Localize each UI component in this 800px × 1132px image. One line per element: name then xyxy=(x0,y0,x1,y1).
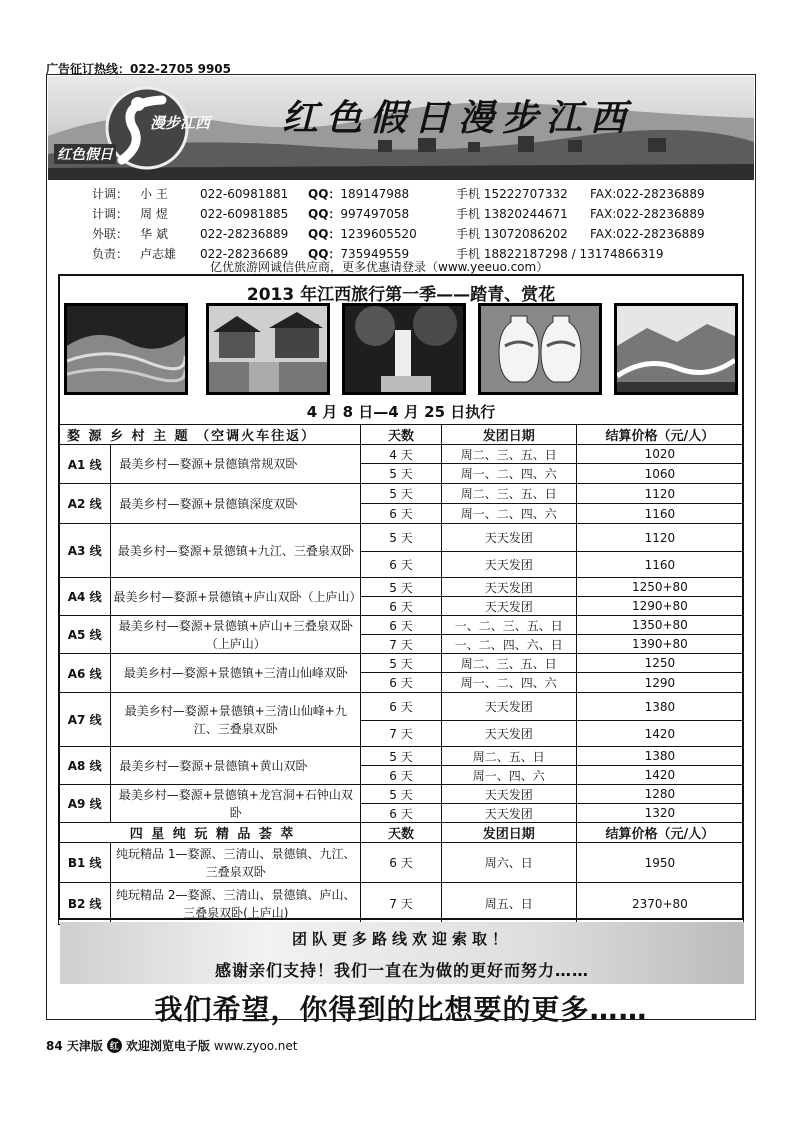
validity-dates: 4 月 8 日—4 月 25 日执行 xyxy=(306,403,496,421)
table-row: A1 线 最美乡村—婺源+景德镇常规双卧 4 天 周二、三、五、日 1020 xyxy=(59,445,744,464)
page-title: 红色假日漫步江西 xyxy=(282,97,635,139)
table-row: 5 天 周一、二、四、六 1060 xyxy=(59,464,744,484)
table-row: 6 天 周一、二、四、六 1290 xyxy=(59,673,744,693)
season-title: 2013 年江西旅行第一季——踏青、赏花 xyxy=(246,285,556,305)
contact-row: 外联： 华 斌 022-28236889 QQ：1239605520 手机 13072086202 FAX:022-28236889 xyxy=(92,227,705,241)
brand-logo xyxy=(57,82,232,174)
ad-hotline: 广告征订热线：022-2705 9905 xyxy=(46,62,232,76)
brand-name-small: 漫步江西 xyxy=(150,114,211,132)
table-row: 6 天 天天发团 1320 xyxy=(59,804,744,823)
supplier-note: 亿优旅游网诚信供应商，更多优惠请登录（www.yeeuo.com） xyxy=(210,260,549,274)
page-footer xyxy=(46,1037,297,1054)
slogan: 我们希望，你得到的比想要的更多…… xyxy=(154,993,648,1026)
table-header: 婺 源 乡 村 主 题 （空调火车往返） 天数 发团日期 结算价格（元/人） xyxy=(59,425,744,445)
table-row: A4 线 最美乡村—婺源+景德镇+庐山双卧（上庐山） 5 天 天天发团 1250+80 xyxy=(59,578,744,597)
table-row: A9 线 最美乡村—婺源+景德镇+龙宫洞+石钟山双卧 5 天 天天发团 1280 xyxy=(59,785,744,804)
contact-row: 计调： 小 王 022-60981881 QQ：189147988 手机 15222707332 FAX:022-28236889 xyxy=(92,187,705,201)
table-header: 四 星 纯 玩 精 品 荟 萃 天数 发团日期 结算价格（元/人） xyxy=(59,823,744,843)
contact-list xyxy=(92,184,790,264)
table-row: 6 天 周一、二、四、六 1160 xyxy=(59,504,744,524)
waterfall-photo xyxy=(342,303,466,395)
table-row: 7 天 一、二、四、六、日 1390+80 xyxy=(59,635,744,654)
table-row: 7 天 天天发团 1420 xyxy=(59,721,744,747)
table-row: B2 线 纯玩精品 2—婺源、三清山、景德镇、庐山、三叠泉双卧(上庐山) 7 天 周五、日 2370+80 xyxy=(59,883,744,925)
table-row: 6 天 天天发团 1160 xyxy=(59,552,744,578)
footer-line-1: 团队更多路线欢迎索取！ xyxy=(291,930,512,948)
table-row: A8 线 最美乡村—婺源+景德镇+黄山双卧 5 天 周二、五、日 1380 xyxy=(59,747,744,766)
contact-row: 计调： 周 煜 022-60981885 QQ：997497058 手机 13820244671 FAX:022-28236889 xyxy=(92,207,705,221)
river-valley-photo xyxy=(614,303,738,395)
table-row: A7 线 最美乡村—婺源+景德镇+三清山仙峰+九江、三叠泉双卧 6 天 天天发团 1380 xyxy=(59,693,744,721)
page-number: 84 天津版 xyxy=(46,1039,103,1053)
footer-url-link[interactable]: www.zyoo.net xyxy=(213,1038,298,1053)
contact-row: 负责： 卢志雄 022-28236689 QQ：735949559 手机 18822187298 / 13174866319 xyxy=(92,247,664,261)
table-row: A5 线 最美乡村—婺源+景德镇+庐山+三叠泉双卧（上庐山） 6 天 一、二、三、五、日 1350+80 xyxy=(59,616,744,635)
table-row: 6 天 周一、四、六 1420 xyxy=(59,766,744,785)
red-badge-icon: 红 xyxy=(107,1038,122,1053)
brand-name-logo: 红色假日 xyxy=(54,144,116,164)
table-row: A2 线 最美乡村—婺源+景德镇深度双卧 5 天 周二、三、五、日 1120 xyxy=(59,484,744,504)
table-row: 6 天 天天发团 1290+80 xyxy=(59,597,744,616)
table-row: A3 线 最美乡村—婺源+景德镇+九江、三叠泉双卧 5 天 天天发团 1120 xyxy=(59,524,744,552)
table-row: A6 线 最美乡村—婺源+景德镇+三清山仙峰双卧 5 天 周二、三、五、日 1250 xyxy=(59,654,744,673)
price-table xyxy=(58,424,744,925)
footer-banner xyxy=(60,922,744,984)
footer-text: 欢迎浏览电子版 xyxy=(125,1039,210,1053)
porcelain-vases-photo xyxy=(478,303,602,395)
table-row: B1 线 纯玩精品 1—婺源、三清山、景德镇、九江、三叠泉双卧 6 天 周六、日 1950 xyxy=(59,843,744,883)
footer-line-2: 感谢亲们支持！我们一直在为做的更好而努力…… xyxy=(214,961,589,980)
terraced-fields-photo xyxy=(64,303,188,395)
village-canal-photo xyxy=(206,303,330,395)
